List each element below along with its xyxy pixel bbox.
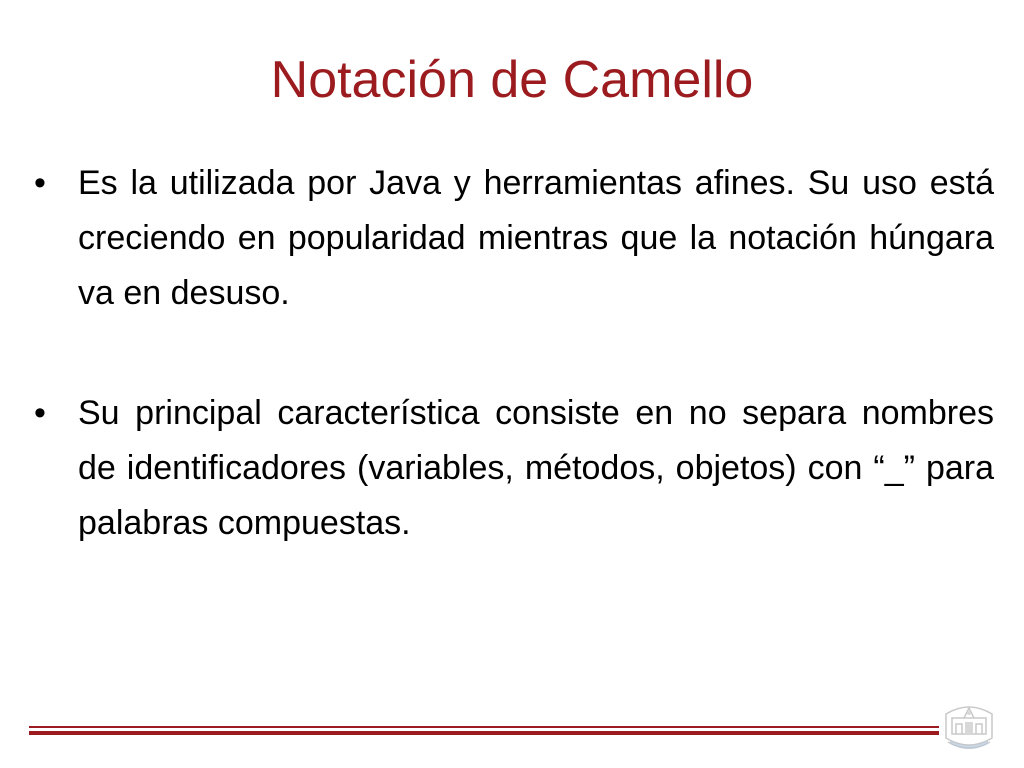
bullet-item xyxy=(30,386,994,551)
bullet-item xyxy=(30,156,994,321)
bullet-marker: • xyxy=(34,164,46,202)
bullet-text: Es la utilizada por Java y herramientas afines. Su uso está creciendo en popularidad mientras que la notación húngara va en desuso. xyxy=(78,164,994,312)
bullet-marker: • xyxy=(34,394,46,432)
institution-emblem-icon xyxy=(938,694,1000,756)
slide-title: Notación de Camello xyxy=(270,51,754,109)
footer-divider-thick xyxy=(29,731,939,735)
bullet-list xyxy=(30,156,994,551)
bullet-text: Su principal característica consiste en no separa nombres de identificadores (variables, métodos, objetos) con “_” para palabras compuestas. xyxy=(78,394,994,542)
footer-divider-thin xyxy=(29,726,939,728)
